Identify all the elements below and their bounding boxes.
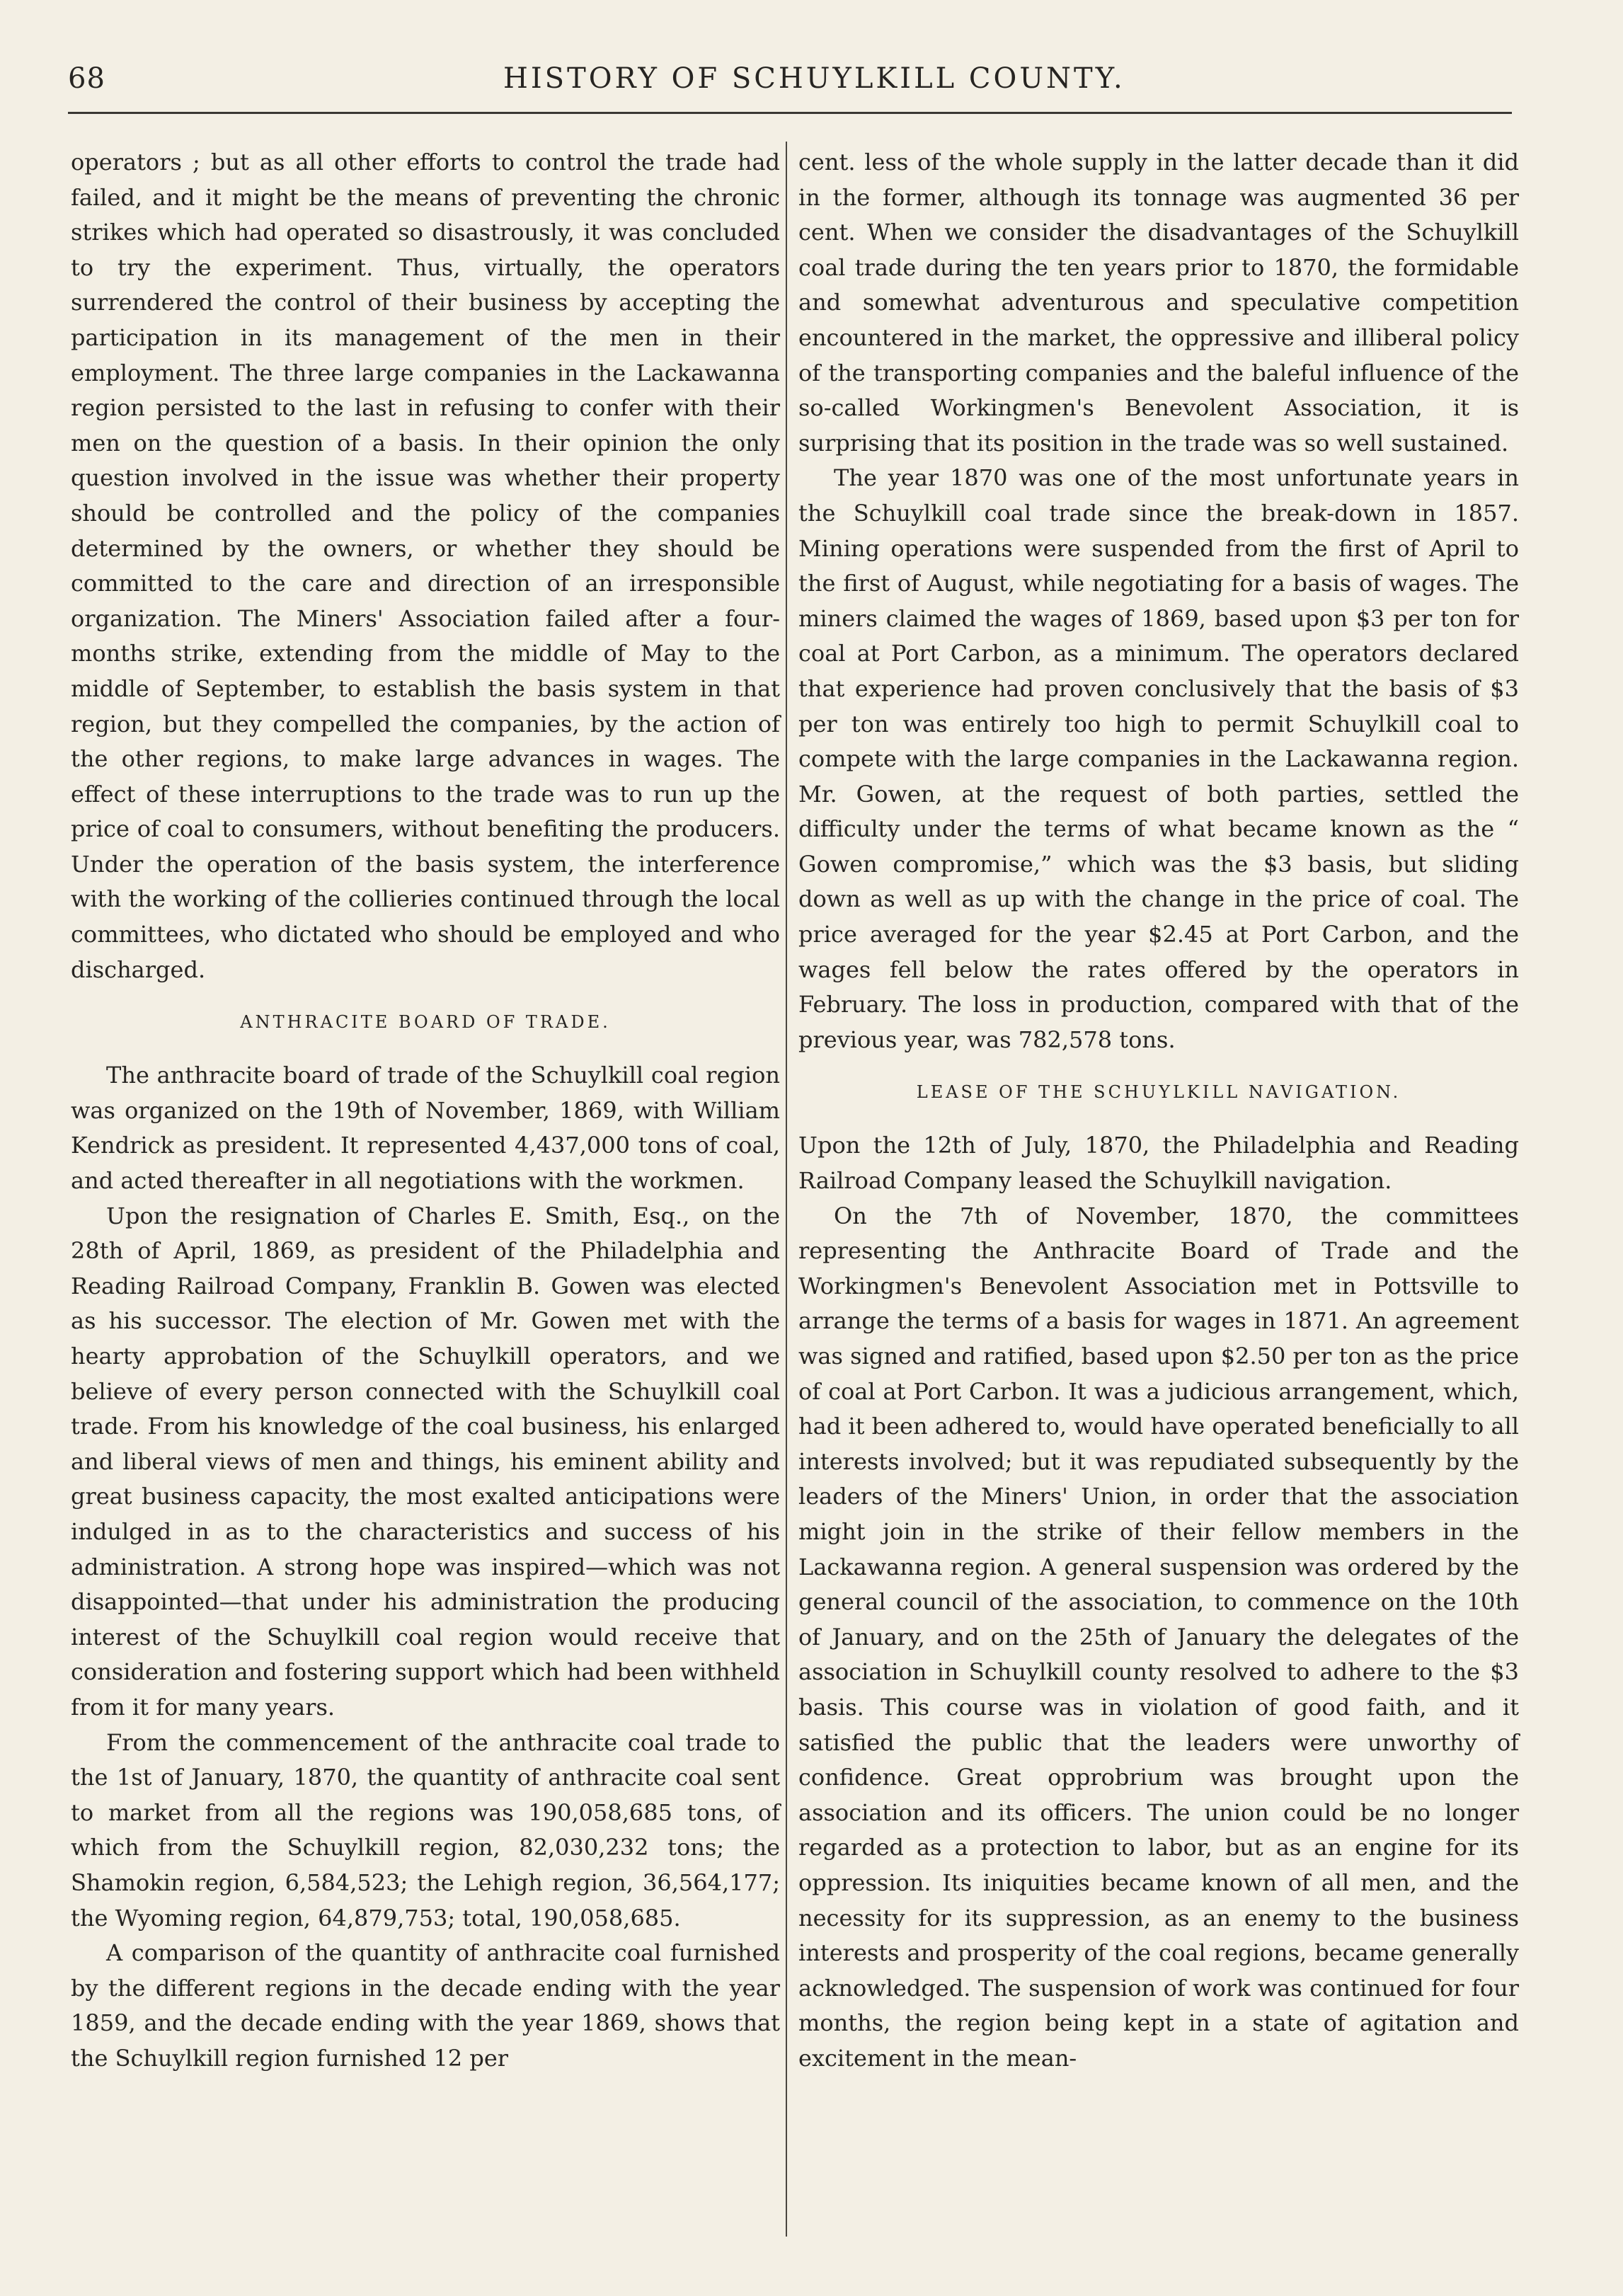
left-column bbox=[71, 145, 780, 2076]
page-number: 68 bbox=[68, 62, 105, 95]
header-rule bbox=[68, 112, 1512, 114]
paragraph: From the commencement of the anthracite coal trade to the 1st of January, 1870, the quantity of anthracite coal sent to market from all the regions was 190,058,685 tons, of which from the Schuylkill region, 82,030,232 tons; the Shamokin region, 6,584,523; the Lehigh region, 36,564,177; the Wyoming region, 64,879,753; total, 190,058,685. bbox=[71, 1728, 780, 1931]
paragraph: The anthracite board of trade of the Schuylkill coal region was organized on the 19th of November, 1869, with William Kendrick as president. It represented 4,437,000 tons of coal, and acted thereafter in all negotiations with the workmen. bbox=[71, 1062, 780, 1195]
paragraph: Upon the resignation of Charles E. Smith, Esq., on the 28th of April, 1869, as president of the Philadelphia and Reading Railroad Company, Franklin B. Gowen was elected as his successor. The election of Mr. Gowen met with the hearty approbation of the Schuylkill operators, and we believe of every person connected with the Schuylkill coal trade. From his knowledge of the coal business, his enlarged and liberal views of men and things, his eminent ability and great business capacity, the most exalted anticipations were indulged in as to the characteristics and success of his administration. A strong hope was inspired—which was not disappointed—that under his administration the producing interest of the Schuylkill coal region would receive that consideration and fostering support which had been withheld from it for many years. bbox=[71, 1202, 780, 1721]
page-header bbox=[68, 62, 1512, 105]
section-heading-schuylkill-navigation: LEASE OF THE SCHUYLKILL NAVIGATION. bbox=[916, 1082, 1401, 1103]
paragraph: cent. less of the whole supply in the latter decade than it did in the former, although its tonnage was augmented 36 per cent. When we consider the disadvantages of the Schuylkill coal trade during the ten years prior to 1870, the formidable and somewhat adventurous and speculative competition encountered in the market, the oppressive and illiberal policy of the transporting companies and the baleful influence of the so-called Workingmen's Benevolent Association, it is surprising that its position in the trade was so well sustained. bbox=[798, 149, 1519, 457]
running-title: HISTORY OF SCHUYLKILL COUNTY. bbox=[503, 62, 1125, 95]
paragraph: A comparison of the quantity of anthracite coal furnished by the different regions in the decade ending with the year 1859, and the decade ending with the year 1869, shows that the Schuylkill region furnished 12 per bbox=[71, 1939, 780, 2072]
paragraph: The year 1870 was one of the most unfortunate years in the Schuylkill coal trade since the break-down in 1857. Mining operations were suspended from the first of April to the first of August, while negotiating for a basis of wages. The miners claimed the wages of 1869, based upon $3 per ton for coal at Port Carbon, as a minimum. The operators declared that experience had proven conclusively that the basis of $3 per ton was entirely too high to permit Schuylkill coal to compete with the large companies in the Lackawanna region. Mr. Gowen, at the request of both parties, settled the difficulty under the terms of what became known as the “ Gowen compromise,” which was the $3 basis, but sliding down as well as up with the change in the price of coal. The price averaged for the year $2.45 at Port Carbon, and the wages fell below the rates offered by the operators in February. The loss in production, compared with that of the previous year, was 782,578 tons. bbox=[798, 464, 1519, 1053]
paragraph: Upon the 12th of July, 1870, the Philadelphia and Reading Railroad Company leased the Schuylkill navigation. bbox=[798, 1132, 1519, 1195]
paragraph: operators ; but as all other efforts to control the trade had failed, and it might be the means of preventing the chronic strikes which had operated so disastrously, it was concluded to try the experiment. Thus, virtually, the operators surrendered the control of their business by accepting the participation in its management of the men in their employment. The three large companies in the Lackawanna region persisted to the last in refusing to confer with their men on the question of a basis. In their opinion the only question involved in the issue was whether their property should be controlled and the policy of the companies determined by the owners, or whether they should be committed to the care and direction of an irresponsible organization. The Miners' Association failed after a four-months strike, extending from the middle of May to the middle of September, to establish the basis system in that region, but they compelled the companies, by the action of the other regions, to make large advances in wages. The effect of these interruptions to the trade was to run up the price of coal to consumers, without benefiting the producers. Under the operation of the basis system, the interference with the working of the collieries continued through the local committees, who dictated who should be employed and who discharged. bbox=[71, 149, 780, 983]
right-column bbox=[798, 145, 1519, 2076]
paragraph: On the 7th of November, 1870, the committees representing the Anthracite Board of Trade and the Workingmen's Benevolent Association met in Pottsville to arrange the terms of a basis for wages in 1871. An agreement was signed and ratified, based upon $2.50 per ton as the price of coal at Port Carbon. It was a judicious arrangement, which, had it been adhered to, would have operated beneficially to all interests involved; but it was repudiated subsequently by the leaders of the Miners' Union, in order that the association might join in the strike of their fellow members in the Lackawanna region. A general suspension was ordered by the general council of the association, to commence on the 10th of January, and on the 25th of January the delegates of the association in Schuylkill county resolved to adhere to the $3 basis. This course was in violation of good faith, and it satisfied the public that the leaders were unworthy of confidence. Great opprobrium was brought upon the association and its officers. The union could be no longer regarded as a protection to labor, but as an engine for its oppression. Its iniquities became known of all men, and the necessity for its suppression, as an enemy to the business interests and prosperity of the coal regions, became generally acknowledged. The suspension of work was continued for four months, the region being kept in a state of agitation and excitement in the mean- bbox=[798, 1202, 1519, 2072]
column-divider bbox=[786, 142, 787, 2237]
section-heading-anthracite-board: ANTHRACITE BOARD OF TRADE. bbox=[240, 1012, 611, 1033]
